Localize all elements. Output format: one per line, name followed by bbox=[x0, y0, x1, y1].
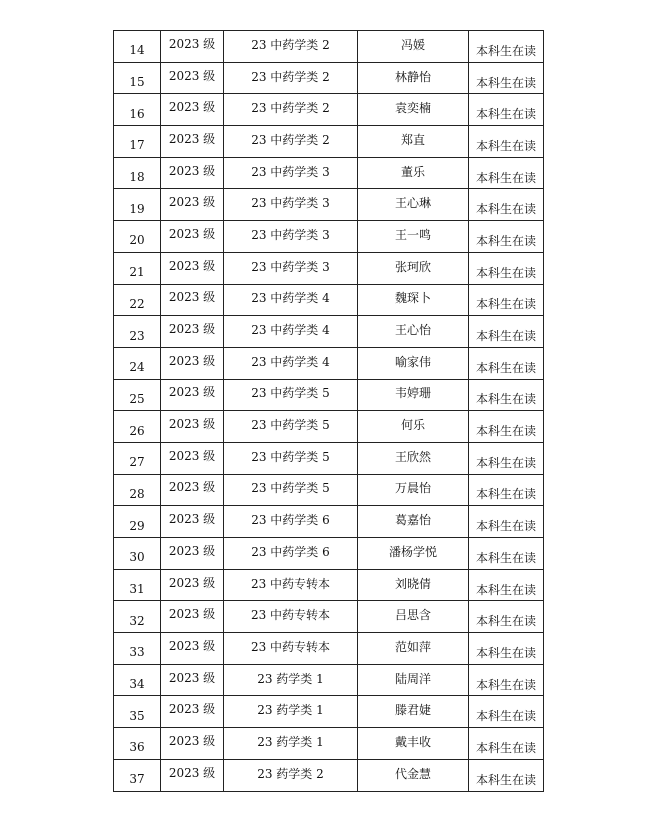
class-cell-text: 23 中药学类 3 bbox=[251, 227, 330, 242]
status-cell-text: 本科生在读 bbox=[475, 519, 536, 534]
roster-table-body bbox=[114, 31, 544, 792]
status-cell bbox=[469, 62, 544, 94]
status-cell bbox=[469, 252, 544, 284]
grade-cell bbox=[161, 31, 224, 63]
status-cell bbox=[469, 221, 544, 253]
grade-cell bbox=[161, 538, 224, 570]
row-number-cell-text: 34 bbox=[129, 677, 145, 692]
grade-cell-text: 2023 级 bbox=[168, 68, 216, 83]
grade-cell bbox=[161, 728, 224, 760]
status-cell bbox=[469, 316, 544, 348]
table-row bbox=[114, 411, 544, 443]
status-cell bbox=[469, 633, 544, 665]
class-cell bbox=[224, 94, 358, 126]
class-cell-text: 23 中药学类 5 bbox=[251, 418, 330, 433]
grade-cell bbox=[161, 379, 224, 411]
student-name-cell bbox=[358, 316, 469, 348]
status-cell-text: 本科生在读 bbox=[475, 677, 536, 692]
student-name-cell bbox=[358, 601, 469, 633]
grade-cell-text: 2023 级 bbox=[168, 607, 216, 622]
row-number-cell-text: 16 bbox=[129, 106, 145, 121]
status-cell-text: 本科生在读 bbox=[475, 43, 536, 58]
row-number-cell-text: 27 bbox=[129, 455, 145, 470]
student-name-cell bbox=[358, 538, 469, 570]
grade-cell-text: 2023 级 bbox=[168, 575, 216, 590]
student-name-cell-text: 王欣然 bbox=[394, 449, 431, 464]
student-name-cell-text: 董乐 bbox=[400, 164, 425, 179]
table-row bbox=[114, 442, 544, 474]
grade-cell bbox=[161, 664, 224, 696]
class-cell bbox=[224, 157, 358, 189]
class-cell bbox=[224, 569, 358, 601]
table-row bbox=[114, 221, 544, 253]
student-name-cell bbox=[358, 569, 469, 601]
roster-sheet bbox=[113, 30, 543, 792]
student-name-cell-text: 潘杨学悦 bbox=[388, 544, 437, 559]
row-number-cell-text: 28 bbox=[129, 486, 145, 501]
class-cell-text: 23 中药学类 2 bbox=[251, 37, 330, 52]
class-cell-text: 23 中药学类 2 bbox=[251, 101, 330, 116]
status-cell-text: 本科生在读 bbox=[475, 107, 536, 122]
row-number-cell bbox=[114, 728, 161, 760]
table-row bbox=[114, 664, 544, 696]
class-cell-text: 23 药学类 2 bbox=[257, 766, 324, 781]
table-row bbox=[114, 601, 544, 633]
grade-cell bbox=[161, 411, 224, 443]
grade-cell bbox=[161, 284, 224, 316]
grade-cell-text: 2023 级 bbox=[168, 670, 216, 685]
class-cell-text: 23 中药学类 3 bbox=[251, 164, 330, 179]
class-cell bbox=[224, 759, 358, 791]
student-name-cell bbox=[358, 157, 469, 189]
student-name-cell-text: 滕君婕 bbox=[394, 703, 431, 718]
row-number-cell-text: 22 bbox=[129, 296, 145, 311]
student-name-cell-text: 何乐 bbox=[400, 418, 425, 433]
class-cell bbox=[224, 347, 358, 379]
student-name-cell-text: 魏琛卜 bbox=[394, 291, 431, 306]
row-number-cell-text: 24 bbox=[129, 360, 145, 375]
row-number-cell bbox=[114, 126, 161, 158]
grade-cell-text: 2023 级 bbox=[168, 290, 216, 305]
class-cell bbox=[224, 442, 358, 474]
row-number-cell bbox=[114, 759, 161, 791]
status-cell bbox=[469, 506, 544, 538]
status-cell bbox=[469, 347, 544, 379]
status-cell bbox=[469, 569, 544, 601]
grade-cell-text: 2023 级 bbox=[168, 702, 216, 717]
row-number-cell bbox=[114, 252, 161, 284]
status-cell-text: 本科生在读 bbox=[475, 75, 536, 90]
student-name-cell bbox=[358, 474, 469, 506]
student-name-cell bbox=[358, 284, 469, 316]
row-number-cell bbox=[114, 538, 161, 570]
grade-cell bbox=[161, 94, 224, 126]
student-name-cell-text: 刘晓倩 bbox=[394, 576, 431, 591]
status-cell bbox=[469, 696, 544, 728]
status-cell-text: 本科生在读 bbox=[475, 645, 536, 660]
class-cell-text: 23 中药学类 3 bbox=[251, 259, 330, 274]
class-cell-text: 23 药学类 1 bbox=[257, 734, 324, 749]
class-cell-text: 23 中药学类 6 bbox=[251, 513, 330, 528]
grade-cell-text: 2023 级 bbox=[168, 226, 216, 241]
table-row bbox=[114, 728, 544, 760]
status-cell-text: 本科生在读 bbox=[475, 265, 536, 280]
class-cell-text: 23 中药学类 3 bbox=[251, 196, 330, 211]
student-name-cell-text: 陆周洋 bbox=[394, 671, 431, 686]
class-cell-text: 23 中药专转本 bbox=[250, 639, 331, 654]
student-name-cell bbox=[358, 506, 469, 538]
status-cell bbox=[469, 379, 544, 411]
student-name-cell bbox=[358, 252, 469, 284]
class-cell bbox=[224, 601, 358, 633]
table-row bbox=[114, 62, 544, 94]
status-cell-text: 本科生在读 bbox=[475, 772, 536, 787]
status-cell bbox=[469, 759, 544, 791]
status-cell bbox=[469, 664, 544, 696]
status-cell-text: 本科生在读 bbox=[475, 614, 536, 629]
class-cell-text: 23 中药学类 4 bbox=[251, 291, 330, 306]
grade-cell-text: 2023 级 bbox=[168, 385, 216, 400]
class-cell-text: 23 中药学类 5 bbox=[251, 449, 330, 464]
table-row bbox=[114, 379, 544, 411]
status-cell bbox=[469, 31, 544, 63]
student-name-cell-text: 代金慧 bbox=[394, 766, 431, 781]
row-number-cell-text: 26 bbox=[129, 423, 145, 438]
row-number-cell-text: 18 bbox=[129, 170, 145, 185]
table-row bbox=[114, 189, 544, 221]
student-name-cell-text: 王一鸣 bbox=[394, 227, 431, 242]
row-number-cell bbox=[114, 189, 161, 221]
table-row bbox=[114, 252, 544, 284]
row-number-cell-text: 31 bbox=[129, 582, 145, 597]
class-cell bbox=[224, 252, 358, 284]
row-number-cell bbox=[114, 316, 161, 348]
class-cell bbox=[224, 696, 358, 728]
table-row bbox=[114, 506, 544, 538]
grade-cell bbox=[161, 157, 224, 189]
student-name-cell-text: 张珂欣 bbox=[394, 259, 431, 274]
grade-cell-text: 2023 级 bbox=[168, 733, 216, 748]
row-number-cell bbox=[114, 601, 161, 633]
class-cell bbox=[224, 538, 358, 570]
status-cell-text: 本科生在读 bbox=[475, 233, 536, 248]
student-name-cell bbox=[358, 31, 469, 63]
class-cell bbox=[224, 126, 358, 158]
row-number-cell-text: 30 bbox=[129, 550, 145, 565]
table-row bbox=[114, 31, 544, 63]
status-cell-text: 本科生在读 bbox=[475, 138, 536, 153]
status-cell-text: 本科生在读 bbox=[475, 170, 536, 185]
grade-cell-text: 2023 级 bbox=[168, 131, 216, 146]
status-cell-text: 本科生在读 bbox=[475, 329, 536, 344]
student-name-cell bbox=[358, 347, 469, 379]
grade-cell bbox=[161, 62, 224, 94]
row-number-cell bbox=[114, 379, 161, 411]
row-number-cell-text: 32 bbox=[129, 613, 145, 628]
grade-cell bbox=[161, 189, 224, 221]
student-name-cell-text: 林静怡 bbox=[394, 69, 431, 84]
row-number-cell bbox=[114, 347, 161, 379]
student-name-cell bbox=[358, 94, 469, 126]
row-number-cell bbox=[114, 94, 161, 126]
class-cell bbox=[224, 506, 358, 538]
grade-cell bbox=[161, 506, 224, 538]
status-cell-text: 本科生在读 bbox=[475, 455, 536, 470]
grade-cell-text: 2023 级 bbox=[168, 417, 216, 432]
row-number-cell bbox=[114, 633, 161, 665]
grade-cell bbox=[161, 759, 224, 791]
student-name-cell-text: 王心琳 bbox=[394, 196, 431, 211]
status-cell bbox=[469, 157, 544, 189]
grade-cell-text: 2023 级 bbox=[168, 163, 216, 178]
grade-cell bbox=[161, 347, 224, 379]
grade-cell-text: 2023 级 bbox=[168, 543, 216, 558]
student-name-cell bbox=[358, 442, 469, 474]
row-number-cell-text: 25 bbox=[129, 391, 145, 406]
status-cell bbox=[469, 474, 544, 506]
student-name-cell-text: 万晨怡 bbox=[394, 481, 431, 496]
student-name-cell bbox=[358, 664, 469, 696]
grade-cell-text: 2023 级 bbox=[168, 100, 216, 115]
row-number-cell bbox=[114, 506, 161, 538]
class-cell bbox=[224, 284, 358, 316]
student-name-cell-text: 葛嘉怡 bbox=[394, 513, 431, 528]
table-row bbox=[114, 157, 544, 189]
grade-cell-text: 2023 级 bbox=[168, 448, 216, 463]
table-row bbox=[114, 538, 544, 570]
grade-cell bbox=[161, 316, 224, 348]
class-cell-text: 23 中药学类 5 bbox=[251, 481, 330, 496]
grade-cell-text: 2023 级 bbox=[168, 36, 216, 51]
table-row bbox=[114, 347, 544, 379]
grade-cell bbox=[161, 601, 224, 633]
class-cell bbox=[224, 474, 358, 506]
table-row bbox=[114, 633, 544, 665]
student-name-cell bbox=[358, 62, 469, 94]
student-name-cell bbox=[358, 126, 469, 158]
student-name-cell bbox=[358, 728, 469, 760]
class-cell bbox=[224, 31, 358, 63]
status-cell bbox=[469, 126, 544, 158]
grade-cell-text: 2023 级 bbox=[168, 765, 216, 780]
student-name-cell-text: 戴丰收 bbox=[394, 734, 431, 749]
class-cell-text: 23 中药学类 6 bbox=[251, 544, 330, 559]
status-cell bbox=[469, 189, 544, 221]
grade-cell-text: 2023 级 bbox=[168, 512, 216, 527]
table-row bbox=[114, 126, 544, 158]
grade-cell-text: 2023 级 bbox=[168, 322, 216, 337]
status-cell-text: 本科生在读 bbox=[475, 582, 536, 597]
student-name-cell bbox=[358, 696, 469, 728]
row-number-cell-text: 29 bbox=[129, 518, 145, 533]
status-cell-text: 本科生在读 bbox=[475, 740, 536, 755]
class-cell bbox=[224, 62, 358, 94]
status-cell bbox=[469, 538, 544, 570]
status-cell bbox=[469, 94, 544, 126]
student-name-cell-text: 吕思含 bbox=[394, 608, 431, 623]
grade-cell bbox=[161, 696, 224, 728]
class-cell-text: 23 中药学类 2 bbox=[251, 132, 330, 147]
row-number-cell-text: 23 bbox=[129, 328, 145, 343]
status-cell-text: 本科生在读 bbox=[475, 487, 536, 502]
student-name-cell-text: 韦婷珊 bbox=[394, 386, 431, 401]
row-number-cell bbox=[114, 442, 161, 474]
class-cell-text: 23 中药学类 4 bbox=[251, 354, 330, 369]
status-cell-text: 本科生在读 bbox=[475, 392, 536, 407]
row-number-cell-text: 14 bbox=[129, 43, 145, 58]
status-cell-text: 本科生在读 bbox=[475, 709, 536, 724]
status-cell-text: 本科生在读 bbox=[475, 550, 536, 565]
row-number-cell-text: 20 bbox=[129, 233, 145, 248]
row-number-cell-text: 36 bbox=[129, 740, 145, 755]
row-number-cell-text: 33 bbox=[129, 645, 145, 660]
student-name-cell-text: 郑直 bbox=[400, 132, 425, 147]
class-cell-text: 23 药学类 1 bbox=[257, 671, 324, 686]
class-cell-text: 23 中药学类 5 bbox=[251, 386, 330, 401]
class-cell-text: 23 中药专转本 bbox=[250, 576, 331, 591]
table-row bbox=[114, 696, 544, 728]
class-cell bbox=[224, 316, 358, 348]
status-cell bbox=[469, 442, 544, 474]
row-number-cell bbox=[114, 411, 161, 443]
student-roster-table bbox=[113, 30, 544, 792]
table-row bbox=[114, 316, 544, 348]
grade-cell bbox=[161, 442, 224, 474]
class-cell bbox=[224, 221, 358, 253]
grade-cell bbox=[161, 474, 224, 506]
status-cell bbox=[469, 601, 544, 633]
student-name-cell-text: 冯媛 bbox=[400, 37, 425, 52]
grade-cell-text: 2023 级 bbox=[168, 480, 216, 495]
status-cell-text: 本科生在读 bbox=[475, 202, 536, 217]
student-name-cell bbox=[358, 759, 469, 791]
class-cell-text: 23 药学类 1 bbox=[257, 703, 324, 718]
row-number-cell bbox=[114, 474, 161, 506]
row-number-cell-text: 15 bbox=[129, 75, 145, 90]
student-name-cell bbox=[358, 221, 469, 253]
grade-cell-text: 2023 级 bbox=[168, 195, 216, 210]
status-cell bbox=[469, 284, 544, 316]
student-name-cell bbox=[358, 379, 469, 411]
class-cell-text: 23 中药学类 2 bbox=[251, 69, 330, 84]
class-cell-text: 23 中药专转本 bbox=[250, 608, 331, 623]
student-name-cell bbox=[358, 411, 469, 443]
grade-cell-text: 2023 级 bbox=[168, 353, 216, 368]
class-cell bbox=[224, 411, 358, 443]
status-cell-text: 本科生在读 bbox=[475, 297, 536, 312]
status-cell bbox=[469, 411, 544, 443]
class-cell bbox=[224, 664, 358, 696]
row-number-cell bbox=[114, 62, 161, 94]
class-cell bbox=[224, 728, 358, 760]
table-row bbox=[114, 759, 544, 791]
student-name-cell bbox=[358, 633, 469, 665]
student-name-cell-text: 王心怡 bbox=[394, 323, 431, 338]
class-cell bbox=[224, 633, 358, 665]
table-row bbox=[114, 474, 544, 506]
grade-cell bbox=[161, 252, 224, 284]
row-number-cell bbox=[114, 696, 161, 728]
row-number-cell-text: 35 bbox=[129, 708, 145, 723]
student-name-cell-text: 喻家伟 bbox=[394, 354, 431, 369]
table-row bbox=[114, 94, 544, 126]
status-cell-text: 本科生在读 bbox=[475, 424, 536, 439]
status-cell bbox=[469, 728, 544, 760]
grade-cell bbox=[161, 126, 224, 158]
row-number-cell bbox=[114, 664, 161, 696]
row-number-cell bbox=[114, 31, 161, 63]
row-number-cell bbox=[114, 221, 161, 253]
student-name-cell-text: 范如萍 bbox=[394, 639, 431, 654]
row-number-cell-text: 19 bbox=[129, 201, 145, 216]
row-number-cell-text: 37 bbox=[129, 772, 145, 787]
row-number-cell-text: 21 bbox=[129, 265, 145, 280]
table-row bbox=[114, 284, 544, 316]
row-number-cell bbox=[114, 569, 161, 601]
grade-cell-text: 2023 级 bbox=[168, 258, 216, 273]
row-number-cell-text: 17 bbox=[129, 138, 145, 153]
row-number-cell bbox=[114, 157, 161, 189]
grade-cell bbox=[161, 633, 224, 665]
row-number-cell bbox=[114, 284, 161, 316]
student-name-cell bbox=[358, 189, 469, 221]
status-cell-text: 本科生在读 bbox=[475, 360, 536, 375]
table-row bbox=[114, 569, 544, 601]
grade-cell bbox=[161, 221, 224, 253]
grade-cell-text: 2023 级 bbox=[168, 638, 216, 653]
class-cell-text: 23 中药学类 4 bbox=[251, 323, 330, 338]
class-cell bbox=[224, 379, 358, 411]
student-name-cell-text: 袁奕楠 bbox=[394, 101, 431, 116]
grade-cell bbox=[161, 569, 224, 601]
class-cell bbox=[224, 189, 358, 221]
